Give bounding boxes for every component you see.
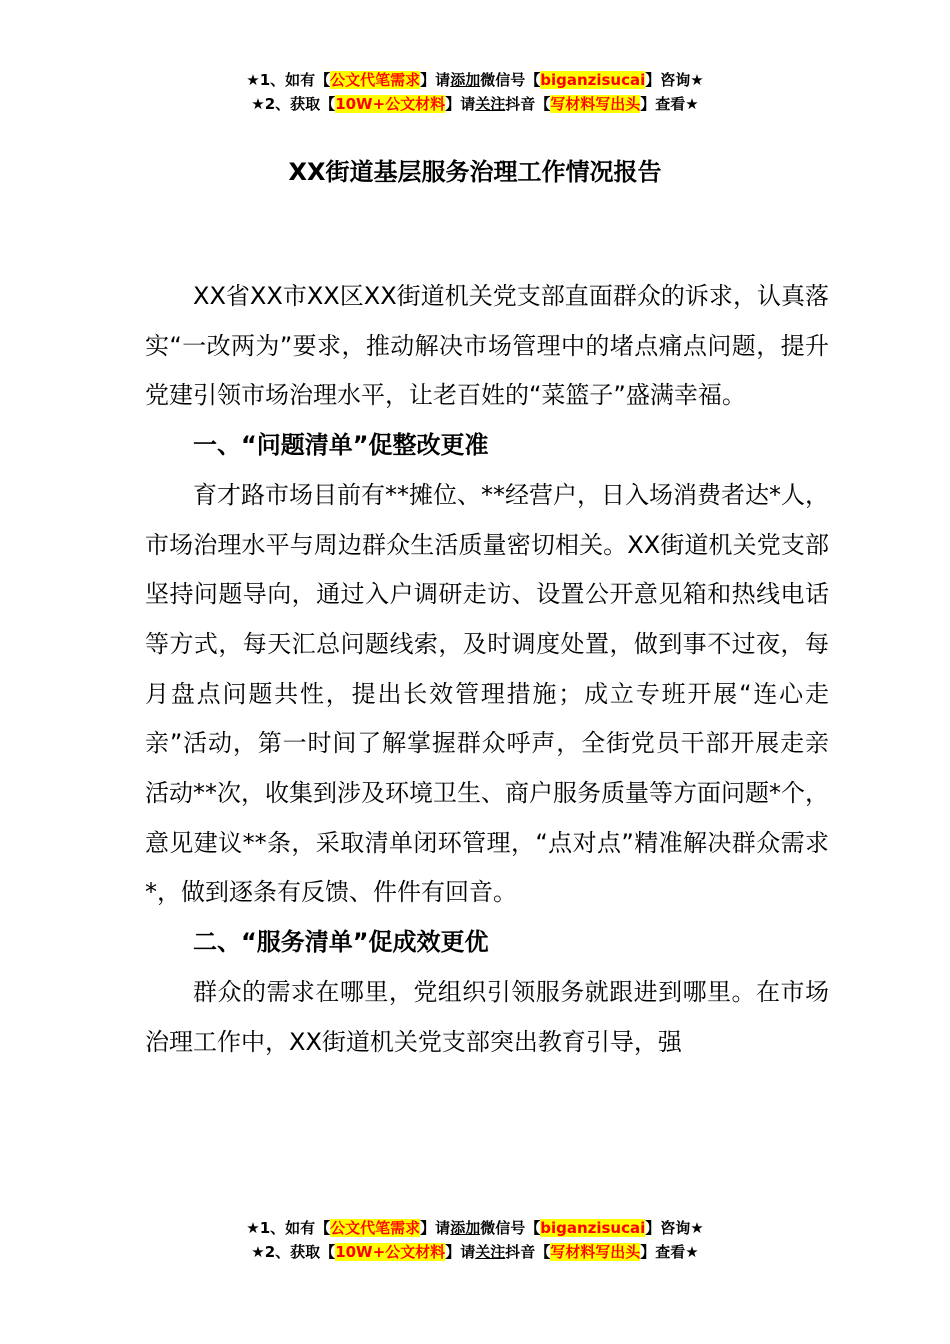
highlight-service: 公文代笔需求	[330, 71, 421, 89]
banner-line-2: ★2、获取【10W+公文材料】请关注抖音【写材料写出头】查看★	[251, 95, 699, 113]
intro-paragraph: XX省XX市XX区XX街道机关党支部直面群众的诉求，认真落实“一改两为”要求，推动解决市场管理中的堵点痛点问题，提升党建引领市场治理水平，让老百姓的“菜篮子”盛满幸福。	[145, 282, 829, 410]
banner-line-2: ★2、获取【10W+公文材料】请关注抖音【写材料写出头】查看★	[251, 1243, 699, 1261]
section-2-heading: 二、“服务清单”促成效更优	[193, 928, 489, 957]
document-body	[145, 272, 829, 1067]
highlight-wechat-id: biganzisucai	[540, 1219, 646, 1237]
section-1-heading: 一、“问题清单”促整改更准	[193, 431, 489, 460]
banner-line-1: ★1、如有【公文代笔需求】请添加微信号【biganzisucai】咨询★	[246, 1219, 704, 1237]
document-title: XX街道基层服务治理工作情况报告	[288, 158, 662, 186]
header-banner	[0, 68, 950, 116]
highlight-materials: 10W+公文材料	[335, 95, 446, 113]
section-2-paragraph: 群众的需求在哪里，党组织引领服务就跟进到哪里。在市场治理工作中，XX街道机关党支部突出教育引导，强	[145, 977, 829, 1056]
banner-line-1: ★1、如有【公文代笔需求】请添加微信号【biganzisucai】咨询★	[246, 71, 704, 89]
footer-banner	[0, 1216, 950, 1264]
section-1-paragraph: 育才路市场目前有**摊位、**经营户，日入场消费者达*人，市场治理水平与周边群众生活质量密切相关。XX街道机关党支部坚持问题导向，通过入户调研走访、设置公开意见箱和热线电话等方式，每天汇总问题线索，及时调度处置，做到事不过夜，每月盘点问题共性，提出长效管理措施；成立专班开展“连心走亲”活动，第一时间了解掌握群众呼声，全街党员干部开展走亲活动**次，收集到涉及环境卫生、商户服务质量等方面问题*个，意见建议**条，采取清单闭环管理，“点对点”精准解决群众需求*，做到逐条有反馈、件件有回音。	[145, 480, 829, 907]
highlight-douyin-account: 写材料写出头	[550, 1243, 641, 1261]
highlight-materials: 10W+公文材料	[335, 1243, 446, 1261]
highlight-service: 公文代笔需求	[330, 1219, 421, 1237]
highlight-wechat-id: biganzisucai	[540, 71, 646, 89]
highlight-douyin-account: 写材料写出头	[550, 95, 641, 113]
